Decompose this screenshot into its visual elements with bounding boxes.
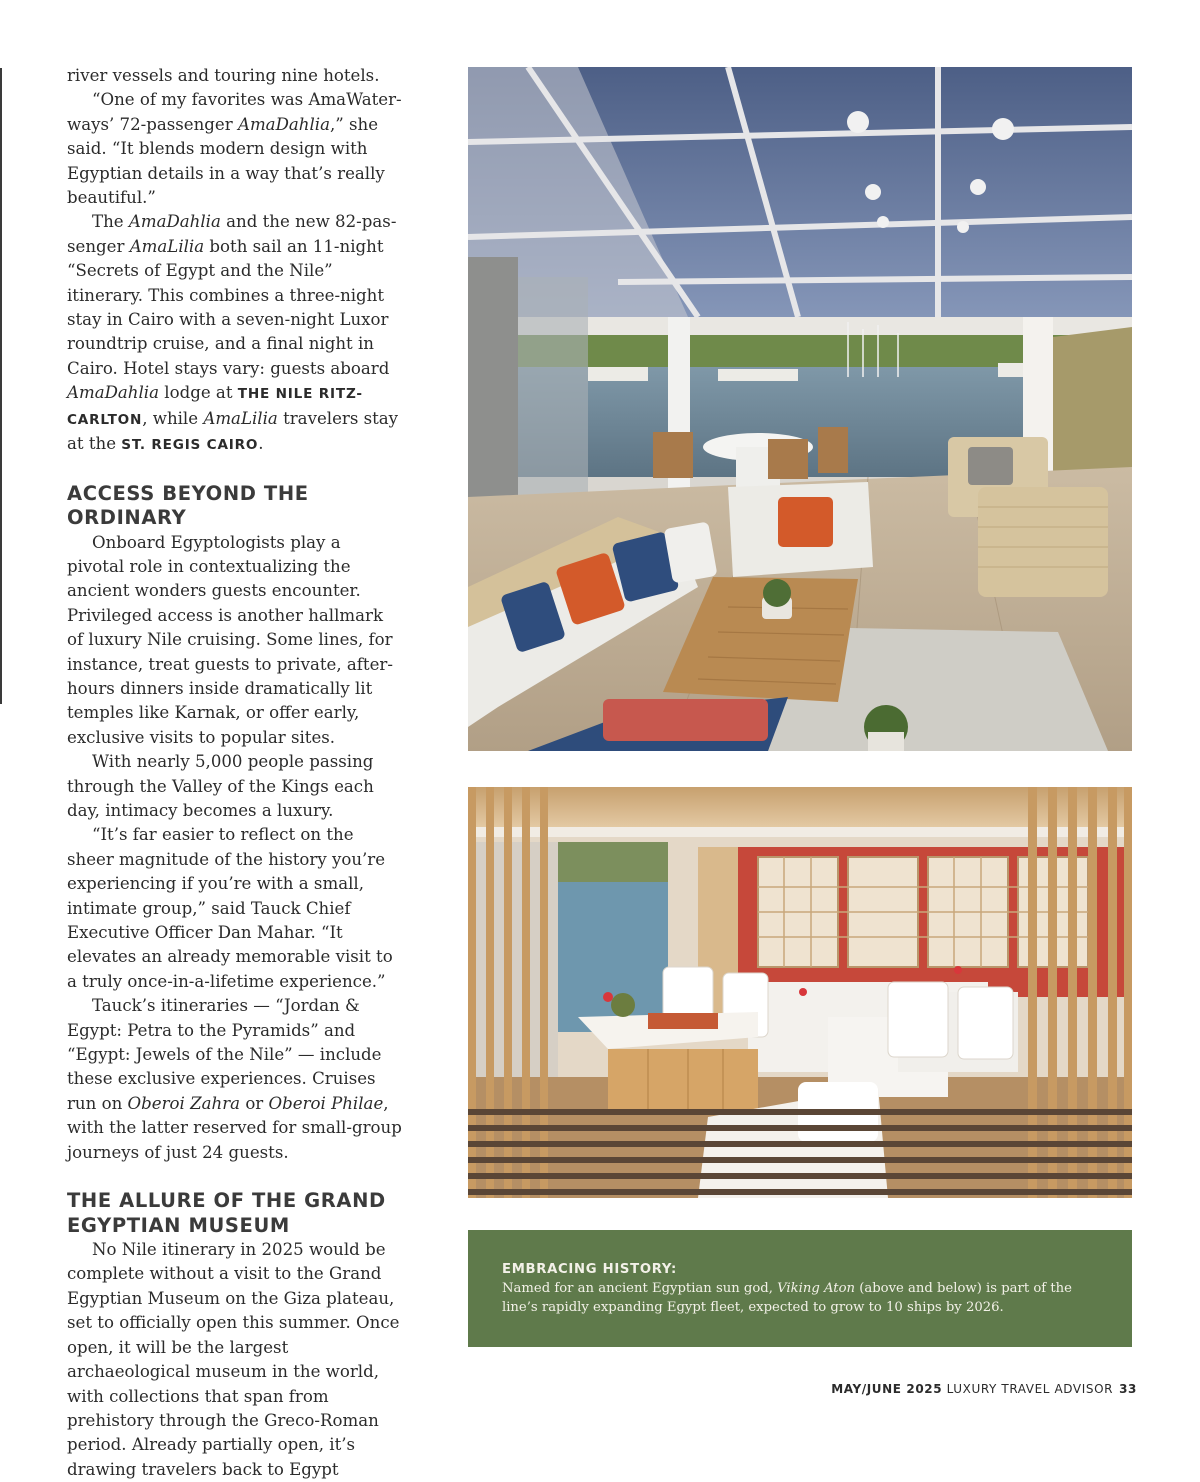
page-edge-rule [0, 68, 2, 704]
hotel-name: THE NILE RITZ-CARLTON [67, 386, 363, 428]
paragraph-3: The AmaDahlia and the new 82-passenger AmaLilia both sail an 11-night “Secrets of Egypt and the Nile” itinerary. This combines a three-night stay in Cairo with a seven-night Luxor roundtrip cruise, and a final night in Cairo. Hotel stays vary: guests aboard AmaDahlia lodge at THE NILE RITZ-CARLTON, while AmaLilia travelers stay at the ST. REGIS CAIRO. [67, 212, 399, 454]
paragraph-2: “One of my favorites was AmaWaterways’ 72-passenger AmaDahlia,” she said. “It blends modern design with Egyptian details in a way that’s really beautiful.” [67, 90, 402, 208]
paragraph-8: No Nile itinerary in 2025 would be complete without a visit to the Grand Egyptian Museum on the Giza plateau, set to officially open this summer. Once open, it will be the largest archaeological museum in the world, with collections that span from prehistory through the Greco-Roman period. Already partially open, it’s drawing travelers back to Egypt [67, 1240, 400, 1479]
caption-text: Named for an ancient Egyptian sun god, Viking Aton (above and below) is part of the line’s rapidly expanding Egypt fleet, expected to grow to 10 ships by 2026. [502, 1281, 1072, 1315]
ship-name: Oberoi Philae [268, 1093, 384, 1113]
deck-lounge-photo [468, 67, 1132, 751]
ship-name: AmaLilia [129, 236, 205, 256]
ship-name: AmaDahlia [128, 212, 221, 232]
ship-name: Oberoi Zahra [127, 1093, 241, 1113]
photo-caption [468, 1230, 1132, 1347]
ship-name: Viking Aton [777, 1281, 856, 1296]
ship-name: AmaDahlia [67, 383, 160, 403]
caption-heading: EMBRACING HISTORY: [502, 1262, 677, 1277]
paragraph-1: river vessels and touring nine hotels. [67, 66, 380, 85]
publication-name: LUXURY TRAVEL ADVISOR [946, 1382, 1114, 1396]
ship-name: AmaLilia [203, 408, 278, 428]
dining-room-photo [468, 787, 1132, 1198]
article-column [67, 64, 403, 1482]
issue-date: MAY/JUNE 2025 [831, 1382, 943, 1396]
section-heading-access: ACCESS BEYOND THE ORDINARY [67, 481, 309, 529]
section-heading-museum: THE ALLURE OF THE GRAND EGYPTIAN MUSEUM [67, 1189, 386, 1237]
page-footer [831, 1382, 1137, 1396]
ship-name: AmaDahlia [237, 114, 330, 134]
paragraph-6: “It’s far easier to reflect on the sheer magnitude of the history you’re experiencing if you’re with a small, intimate group,” said Tauck Chief Executive Officer Dan Mahar. “It elevates an already memorable visit to a truly once-in-a-lifetime experience.” [67, 825, 393, 991]
page-number: 33 [1119, 1382, 1137, 1396]
paragraph-5: With nearly 5,000 people passing through the Valley of the Kings each day, intimacy becomes a luxury. [67, 752, 374, 820]
hotel-name: ST. REGIS CAIRO [121, 437, 259, 454]
paragraph-7: Tauck’s itineraries — “Jordan & Egypt: Petra to the Pyramids” and “Egypt: Jewels of the Nile” — include these exclusive experiences. Cruises run on Oberoi Zahra or Oberoi Philae, with the latter reserved for small-group journeys of just 24 guests. [67, 996, 402, 1162]
paragraph-4: Onboard Egyptologists play a pivotal role in contextualizing the ancient wonders guests encounter. Privileged access is another hallmark of luxury Nile cruising. Some lines, for instance, treat guests to private, after-hours dinners inside dramatically lit temples like Karnak, or offer early, exclusive visits to popular sites. [67, 532, 393, 747]
